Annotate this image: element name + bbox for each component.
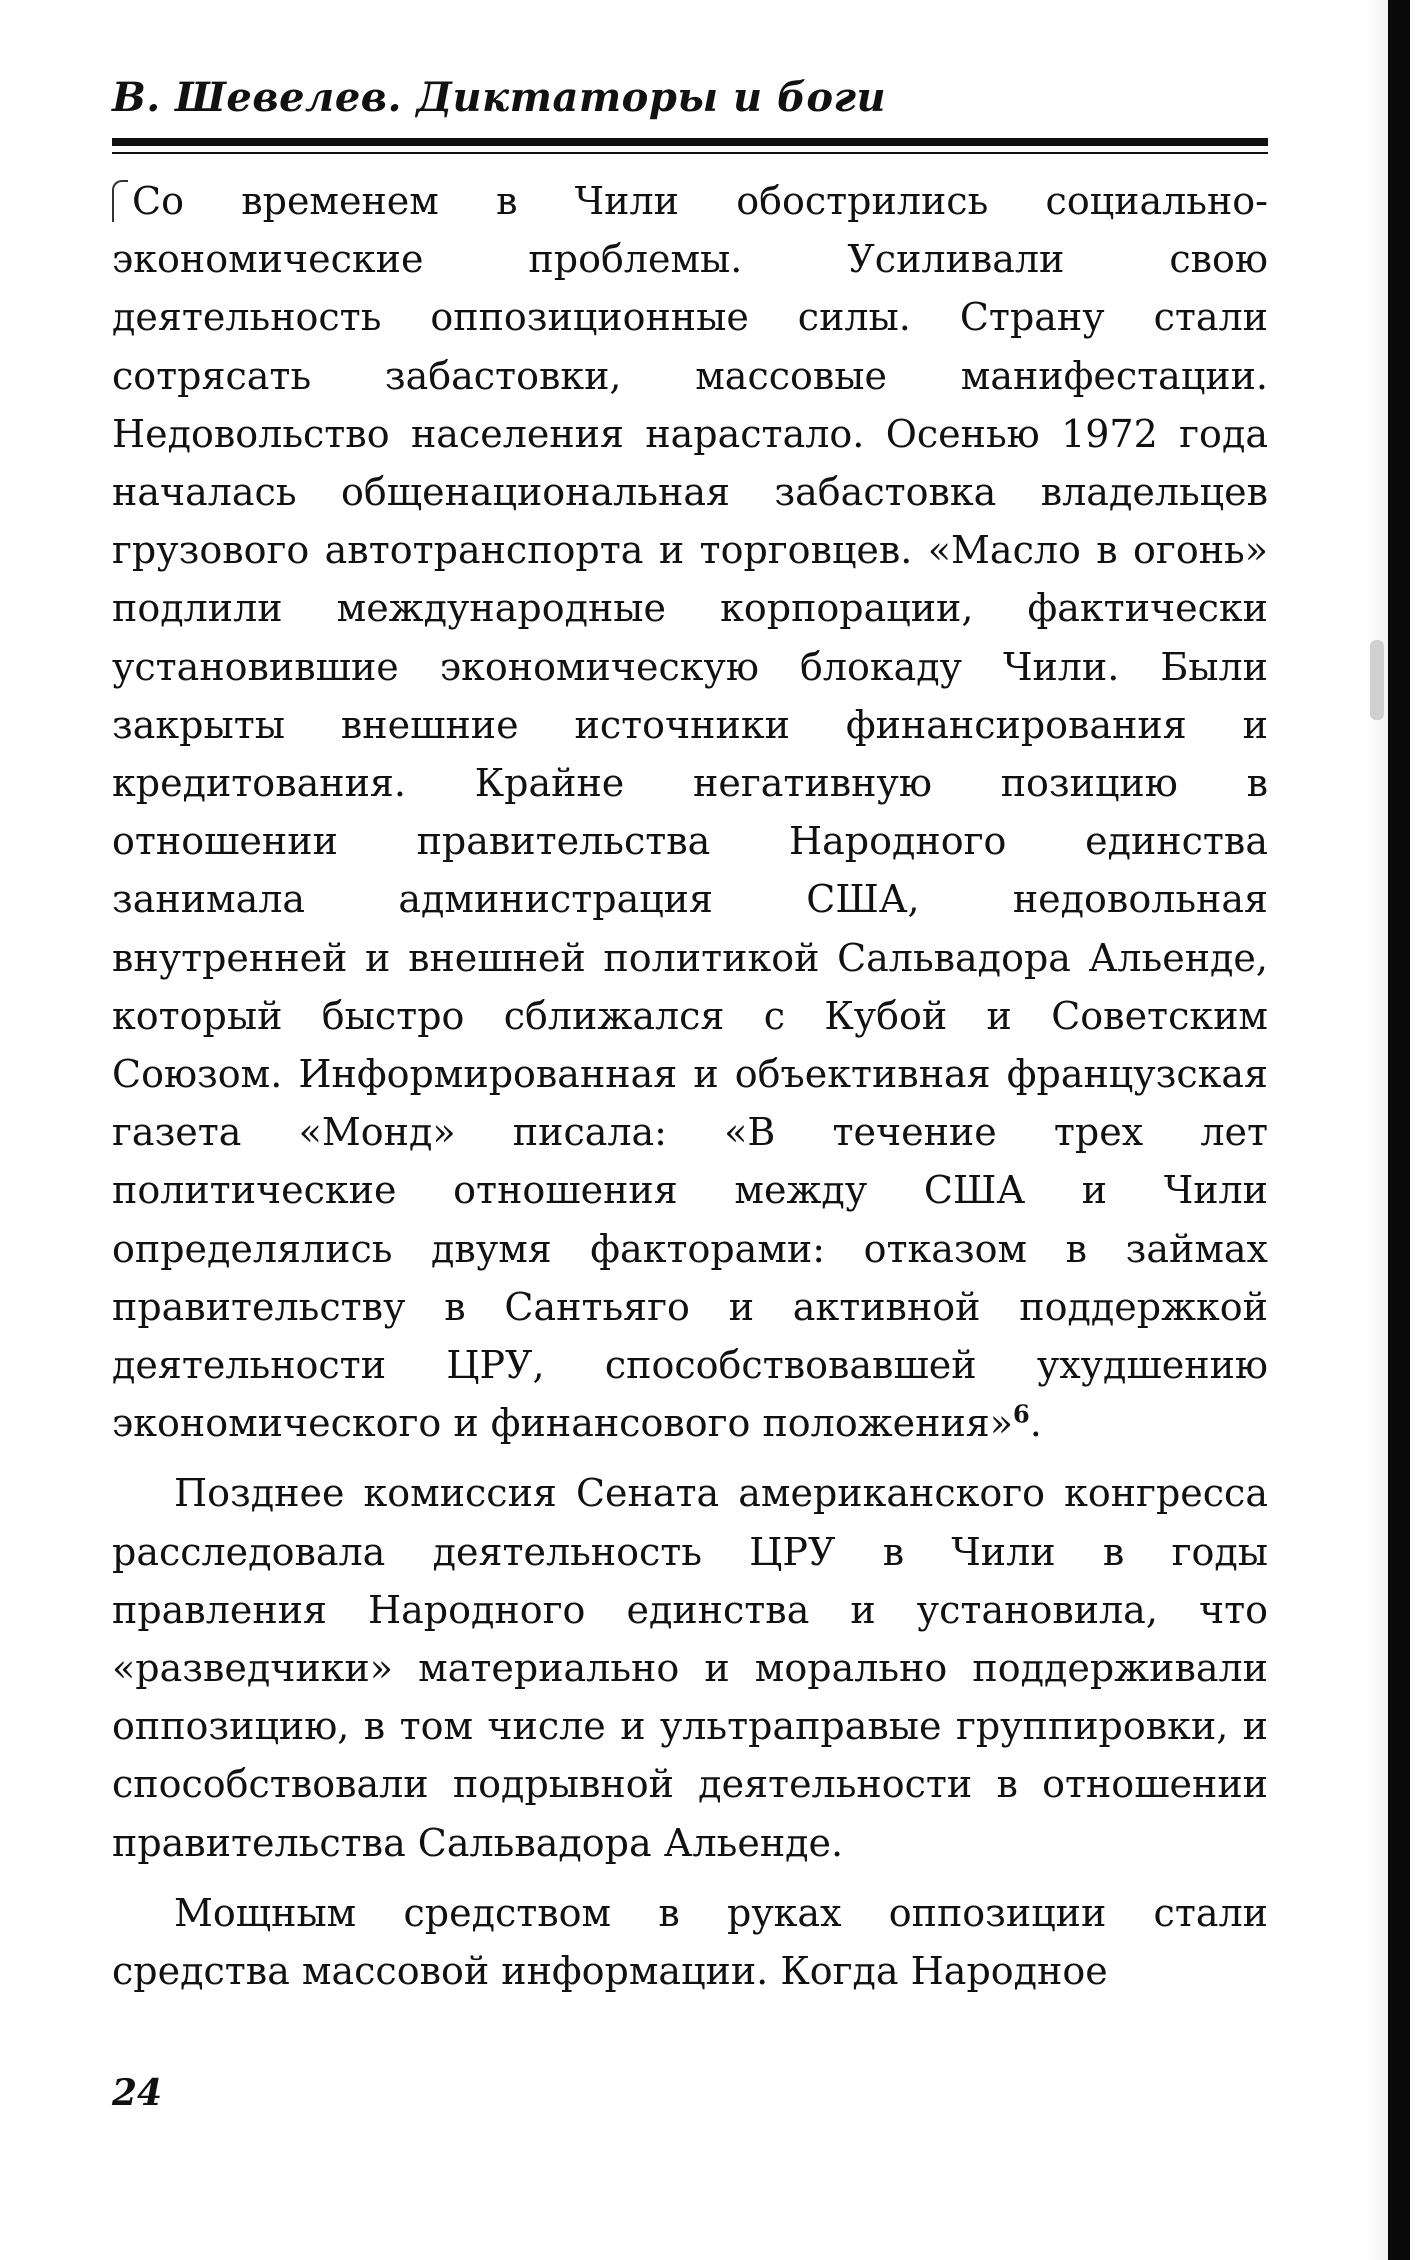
paragraph-2-text: Позднее комиссия Сената американского конгресса расследовала деятельность ЦРУ в Чили в годы правления Народного единства и установила, что «разведчики» материально и морально поддерживали оппозицию, в том числе и ультраправые группировки, и способствовали подрывной деятельности в отношении правительства Сальвадора Альенде. bbox=[112, 1471, 1268, 1865]
paragraph-1-end: . bbox=[1029, 1401, 1042, 1446]
paragraph-3 bbox=[112, 1884, 1268, 2000]
scan-edge-speck bbox=[1370, 640, 1384, 720]
paragraph-2 bbox=[112, 1464, 1268, 1871]
scan-edge-black-margin bbox=[1388, 0, 1410, 2260]
paragraph-1-text: Со временем в Чили обострились социально-экономические проблемы. Усиливали свою деятельность оппозиционные силы. Страну стали сотрясать забастовки, массовые манифестации. Недовольство населения нарастало. Осенью 1972 года началась общенациональная забастовка владельцев грузового автотранспорта и торговцев. «Масло в огонь» подлили международные корпорации, фактически установившие экономическую блокаду Чили. Были закрыты внешние источники финансирования и кредитования. Крайне негативную позицию в отношении правительства Народного единства занимала администрация США, недовольная внутренней и внешней политикой Сальвадора Альенде, который быстро сближался с Кубой и Советским Союзом. Информированная и объективная французская газета «Монд» писала: «В течение трех лет политические отношения между США и Чили определялись двумя факторами: отказом в займах правительству в Сантьяго и активной поддержкой деятельности ЦРУ, способствовавшей ухудшению экономического и финансового положения» bbox=[112, 179, 1268, 1446]
page-number: 24 bbox=[112, 2072, 163, 2114]
footnote-marker: 6 bbox=[1013, 1399, 1030, 1429]
scan-edge-shadow bbox=[1368, 0, 1388, 2260]
running-header-title: В. Шевелев. Диктаторы и боги bbox=[112, 74, 887, 121]
paragraph-3-text: Мощным средством в руках оппозиции стали средства массовой информации. Когда Народное bbox=[112, 1890, 1268, 1994]
header-rule-thin bbox=[112, 152, 1268, 154]
body-text bbox=[112, 172, 1268, 2000]
header-rule-thick bbox=[112, 138, 1268, 146]
margin-bracket-mark bbox=[112, 180, 128, 222]
paragraph-1 bbox=[112, 172, 1268, 1452]
